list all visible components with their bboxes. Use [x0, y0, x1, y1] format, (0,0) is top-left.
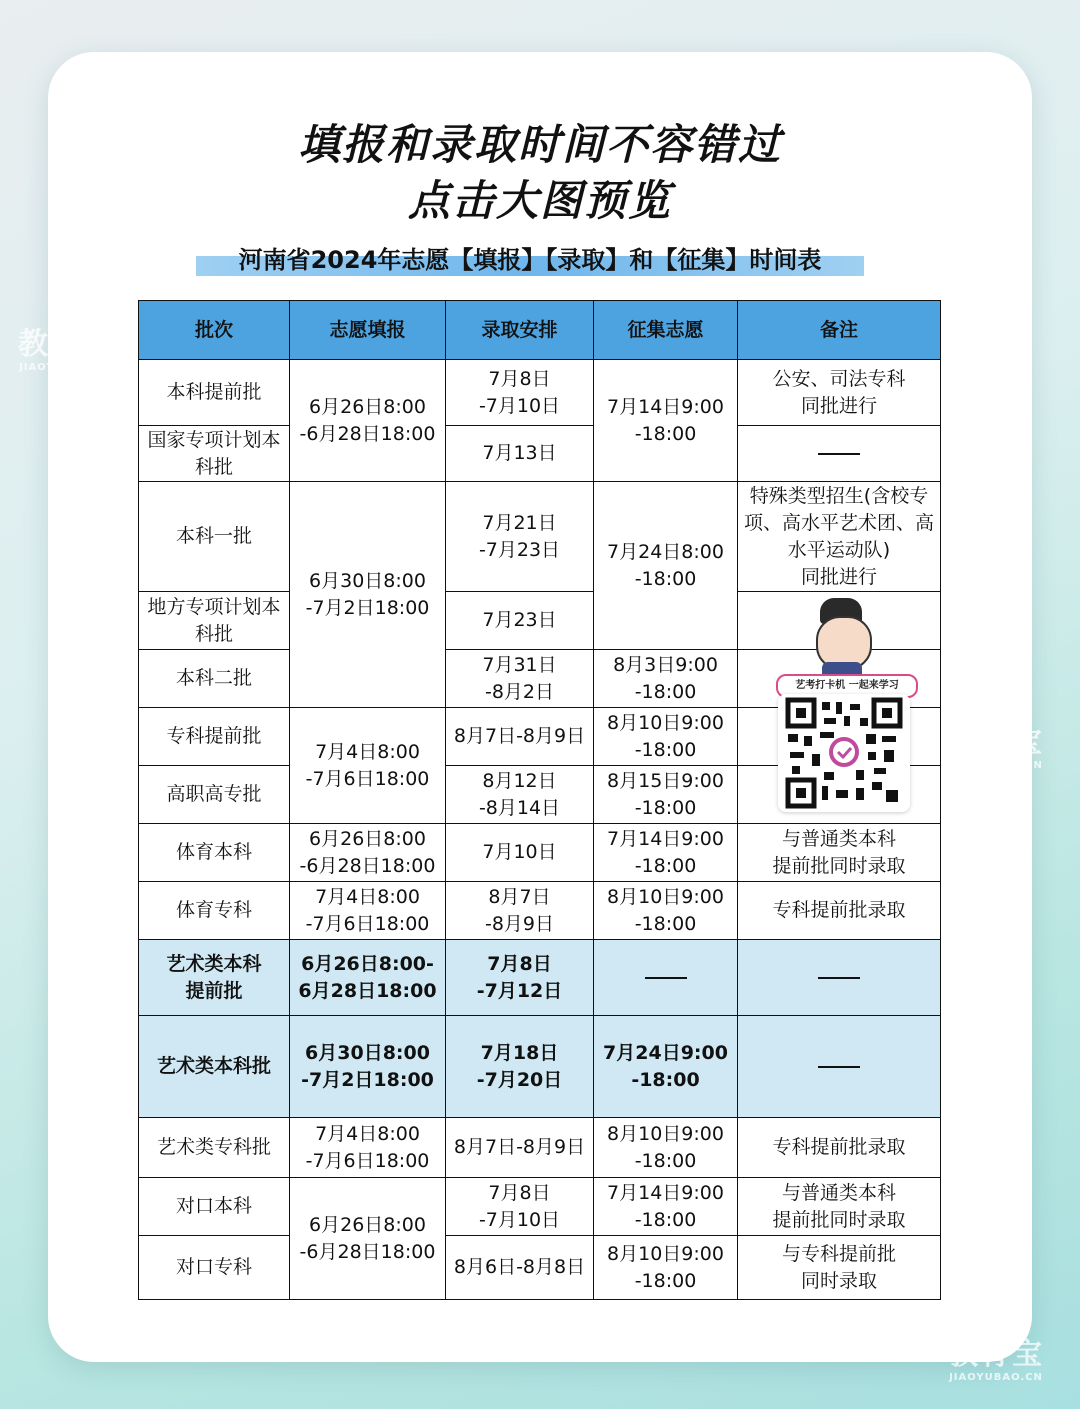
- cell-admit: 8月7日-8月9日: [446, 708, 594, 766]
- cell-fill: 6月26日8:00 -6月28日18:00: [290, 824, 446, 882]
- cell-admit: 8月12日 -8月14日: [446, 766, 594, 824]
- cell-admit: 8月7日-8月9日: [446, 1118, 594, 1178]
- cell-fill: 6月30日8:00 -7月2日18:00: [290, 1016, 446, 1118]
- cell-note: 专科提前批录取: [738, 882, 941, 940]
- cell-admit: 7月21日 -7月23日: [446, 482, 594, 592]
- cell-collect: [594, 940, 738, 1016]
- cell-batch: 专科提前批: [139, 708, 290, 766]
- table-row: [139, 1118, 941, 1178]
- table-row-art: [139, 940, 941, 1016]
- watermark-logo: [948, 725, 1044, 771]
- cell-batch: 艺术类本科批: [139, 1016, 290, 1118]
- table-row-art: [139, 1016, 941, 1118]
- cell-collect: 7月14日9:00 -18:00: [594, 824, 738, 882]
- dash-mark: [818, 977, 860, 979]
- header-admit: 录取安排: [446, 301, 594, 360]
- cell-fill: 7月4日8:00 -7月6日18:00: [290, 708, 446, 824]
- qr-code-icon: [778, 694, 910, 812]
- cell-admit: 7月13日: [446, 426, 594, 482]
- table-row: [139, 882, 941, 940]
- cell-batch: 体育本科: [139, 824, 290, 882]
- cell-collect: 8月10日9:00 -18:00: [594, 708, 738, 766]
- header-collect: 征集志愿: [594, 301, 738, 360]
- watermark-text: 教育宝: [948, 725, 1044, 760]
- cell-admit: 7月31日 -8月2日: [446, 650, 594, 708]
- cell-fill: 7月4日8:00 -7月6日18:00: [290, 882, 446, 940]
- cell-note: 与普通类本科 提前批同时录取: [738, 824, 941, 882]
- cell-fill: 6月26日8:00 -6月28日18:00: [290, 360, 446, 482]
- cell-note: 与普通类本科 提前批同时录取: [738, 1178, 941, 1236]
- cell-note: 与专科提前批 同时录取: [738, 1236, 941, 1300]
- cell-fill: 6月26日8:00 -6月28日18:00: [290, 1178, 446, 1300]
- mascot-qr-promo: [776, 598, 916, 814]
- watermark-text: 教育宝: [948, 1337, 1044, 1372]
- headline-line-1: 填报和录取时间不容错过: [297, 120, 782, 169]
- headline-line-2: 点击大图预览: [407, 176, 672, 225]
- cell-batch: 对口专科: [139, 1236, 290, 1300]
- cell-batch: 本科提前批: [139, 360, 290, 426]
- cell-collect: 7月24日8:00 -18:00: [594, 482, 738, 650]
- cell-note: [738, 1016, 941, 1118]
- table-row: [139, 482, 941, 592]
- watermark-text: 教育宝: [18, 327, 114, 362]
- cell-collect: 8月3日9:00 -18:00: [594, 650, 738, 708]
- cell-collect: 7月14日9:00 -18:00: [594, 1178, 738, 1236]
- qr-code[interactable]: [778, 694, 910, 812]
- cell-admit: 7月8日 -7月10日: [446, 360, 594, 426]
- cell-admit: 7月18日 -7月20日: [446, 1016, 594, 1118]
- cell-collect: 8月10日9:00 -18:00: [594, 1236, 738, 1300]
- table-row: [139, 824, 941, 882]
- table-row: [139, 426, 941, 482]
- cell-fill: 7月4日8:00 -7月6日18:00: [290, 1118, 446, 1178]
- cell-admit: 8月7日 -8月9日: [446, 882, 594, 940]
- cell-batch: 本科一批: [139, 482, 290, 592]
- cell-collect: 7月24日9:00 -18:00: [594, 1016, 738, 1118]
- table-row: [139, 1236, 941, 1300]
- cell-admit: 7月8日 -7月12日: [446, 940, 594, 1016]
- cell-batch: 艺术类本科 提前批: [139, 940, 290, 1016]
- table-header-row: [139, 301, 941, 360]
- cell-batch: 地方专项计划本科批: [139, 592, 290, 650]
- subtitle: 河南省2024年志愿【填报】【录取】和【征集】时间表: [238, 246, 822, 274]
- watermark-logo: [948, 1337, 1044, 1383]
- dash-mark: [645, 977, 687, 979]
- cell-admit: 7月8日 -7月10日: [446, 1178, 594, 1236]
- cell-collect: 7月14日9:00 -18:00: [594, 360, 738, 482]
- subtitle-banner: [196, 236, 864, 280]
- table-row: [139, 1178, 941, 1236]
- cell-batch: 体育专科: [139, 882, 290, 940]
- cell-admit: 7月23日: [446, 592, 594, 650]
- cell-collect: 8月15日9:00 -18:00: [594, 766, 738, 824]
- dash-mark: [818, 453, 860, 455]
- cell-note: [738, 426, 941, 482]
- header-note: 备注: [738, 301, 941, 360]
- watermark-url: JIAOYUBAO.CN: [19, 362, 113, 373]
- watermark-url: JIAOYUBAO.CN: [949, 760, 1043, 771]
- cell-batch: 对口本科: [139, 1178, 290, 1236]
- cell-collect: 8月10日9:00 -18:00: [594, 1118, 738, 1178]
- cell-batch: 艺术类专科批: [139, 1118, 290, 1178]
- cell-batch: 国家专项计划本科批: [139, 426, 290, 482]
- cell-note: [738, 940, 941, 1016]
- cell-batch: 本科二批: [139, 650, 290, 708]
- dash-mark: [818, 1066, 860, 1068]
- cell-admit: 7月10日: [446, 824, 594, 882]
- cell-fill: 6月26日8:00- 6月28日18:00: [290, 940, 446, 1016]
- cell-admit: 8月6日-8月8日: [446, 1236, 594, 1300]
- cell-batch: 高职高专批: [139, 766, 290, 824]
- cell-note: 公安、司法专科 同批进行: [738, 360, 941, 426]
- watermark-url: JIAOYUBAO.CN: [949, 1372, 1043, 1383]
- header-fill: 志愿填报: [290, 301, 446, 360]
- cell-collect: 8月10日9:00 -18:00: [594, 882, 738, 940]
- watermark-logo: [18, 327, 114, 373]
- cell-note: 特殊类型招生(含校专项、高水平艺术团、高水平运动队) 同批进行: [738, 482, 941, 592]
- cell-note: 专科提前批录取: [738, 1118, 941, 1178]
- promo-badge: 艺考打卡机 一起来学习: [776, 674, 918, 698]
- cell-fill: 6月30日8:00 -7月2日18:00: [290, 482, 446, 708]
- table-row: [139, 360, 941, 426]
- header-batch: 批次: [139, 301, 290, 360]
